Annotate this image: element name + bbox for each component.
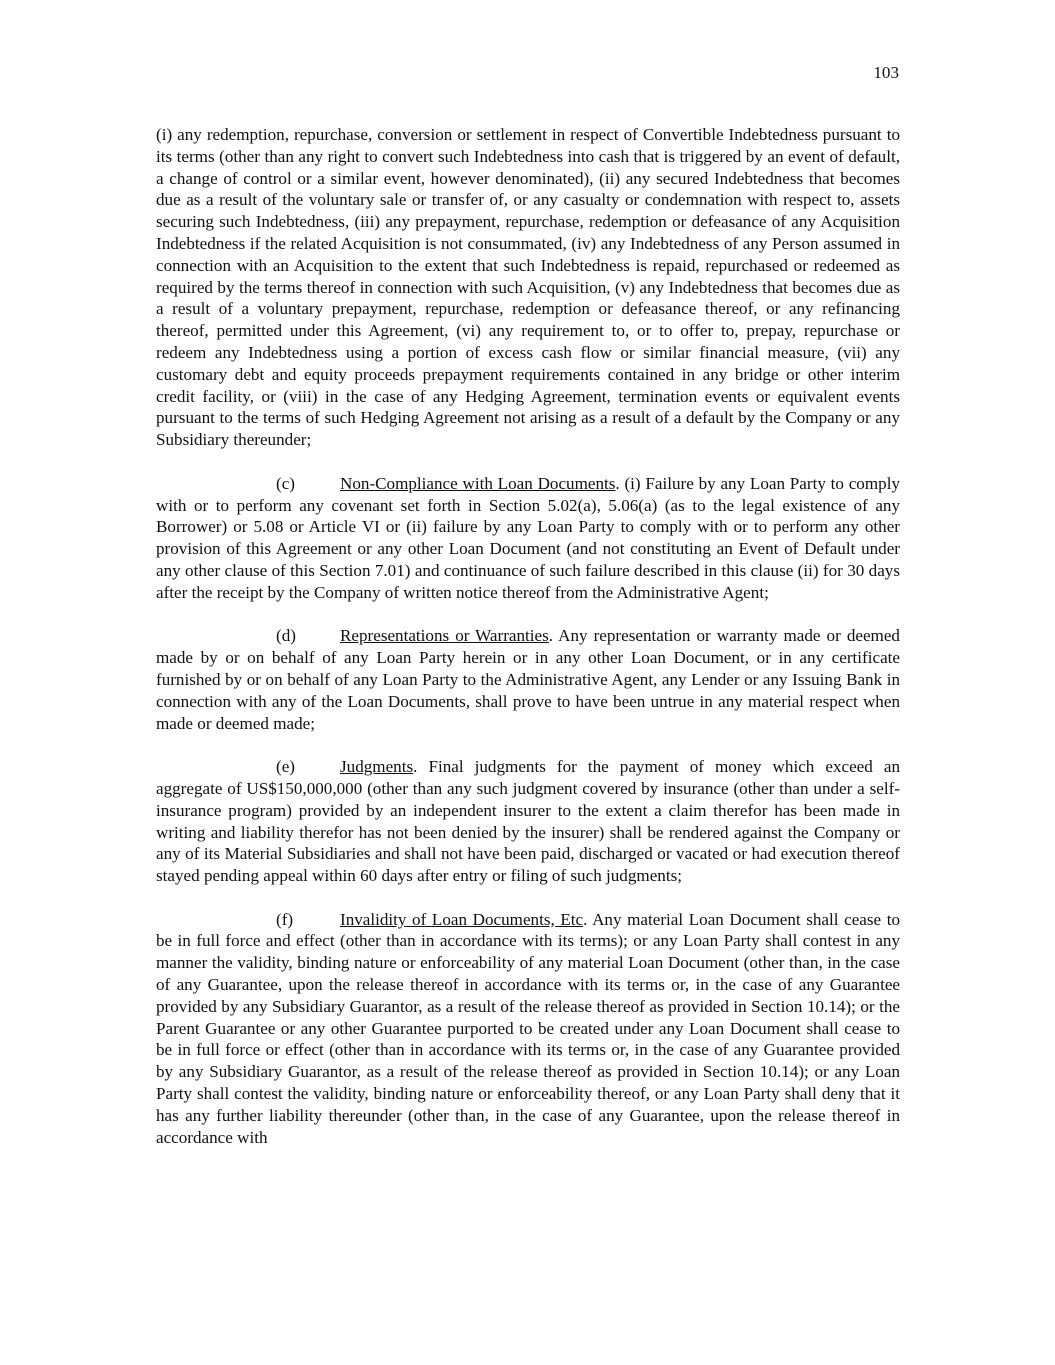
- paragraph-text: . Any representation or warranty made or deemed made by or on behalf of any Loan Party herein or in any other Loan Document, or in any certificate furnished by or on behalf of any Loan Party to the Administrative Agent, any Lender or any Issuing Bank in connection with any of the Loan Documents, shall prove to have been untrue in any material respect when made or deemed made;: [156, 626, 900, 733]
- paragraph-text: (i) any redemption, repurchase, conversion or settlement in respect of Convertible Indebtedness pursuant to its terms (other than any right to convert such Indebtedness into cash that is triggered by an event of default, a change of control or a similar event, however denominated), (ii) any secured Indebtedness that becomes due as a result of the voluntary sale or transfer of, or any casualty or condemnation with respect to, assets securing such Indebtedness, (iii) any prepayment, repurchase, redemption or defeasance of any Acquisition Indebtedness if the related Acquisition is not consummated, (iv) any Indebtedness of any Person assumed in connection with an Acquisition to the extent that such Indebtedness is repaid, repurchased or redeemed as required by the terms thereof in connection with such Acquisition, (v) any Indebtedness that becomes due as a result of a voluntary prepayment, repurchase, redemption or defeasance thereof, or any refinancing thereof, permitted under this Agreement, (vi) any requirement to, or to offer to, prepay, repurchase or redeem any Indebtedness using a portion of excess cash flow or similar financial measure, (vii) any customary debt and equity proceeds prepayment requirements contained in any bridge or other interim credit facility, or (viii) in the case of any Hedging Agreement, termination events or equivalent events pursuant to the terms of such Hedging Agreement not arising as a result of a default by the Company or any Subsidiary thereunder;: [156, 125, 900, 450]
- paragraph-e: [156, 756, 900, 887]
- clause-heading: Judgments: [340, 757, 414, 777]
- clause-marker: (e): [276, 757, 295, 777]
- clause-heading: Non-Compliance with Loan Documents: [340, 473, 616, 493]
- paragraph-f: [156, 909, 900, 1149]
- paragraph-text: . (i) Failure by any Loan Party to comply with or to perform any covenant set forth in Section 5.02(a), 5.06(a) (as to the legal existence of any Borrower) or 5.08 or Article VI or (ii) failure by any Loan Party to comply with or to perform any other provision of this Agreement or any other Loan Document (and not constituting an Event of Default under any other clause of this Section 7.01) and continuance of such failure described in this clause (ii) for 30 days after the receipt by the Company of written notice thereof from the Administrative Agent;: [156, 473, 900, 602]
- paragraph-text: . Final judgments for the payment of money which exceed an aggregate of US$150,000,000 (other than any such judgment covered by insurance (other than under a self-insurance program) provided by an independent insurer to the extent a claim therefor has been made in writing and liability therefor has not been denied by the insurer) shall be rendered against the Company or any of its Material Subsidiaries and shall not have been paid, discharged or vacated or had execution thereof stayed pending appeal within 60 days after entry or filing of such judgments;: [156, 757, 900, 886]
- clause-marker: (c): [276, 473, 295, 493]
- page-number: 103: [873, 63, 899, 82]
- clause-heading: Invalidity of Loan Documents, Etc: [340, 909, 584, 929]
- clause-marker: (f): [276, 909, 294, 929]
- clause-marker: (d): [276, 626, 296, 646]
- clause-heading: Representations or Warranties: [340, 626, 549, 646]
- paragraph-text: . Any material Loan Document shall cease to be in full force and effect (other than in accordance with its terms); or any Loan Party shall contest in any manner the validity, binding nature or enforceability of any material Loan Document (other than, in the case of any Guarantee, upon the release thereof in accordance with its terms or, in the case of any Guarantee provided by any Subsidiary Guarantor, as a result of the release thereof as provided in Section 10.14); or the Parent Guarantee or any other Guarantee purported to be created under any Loan Document shall cease to be in full force or effect (other than in accordance with its terms or, in the case of any Guarantee provided by any Subsidiary Guarantor, as a result of the release thereof as provided in Section 10.14); or any Loan Party shall contest the validity, binding nature or enforceability thereof, or any Loan Party shall deny that it has any further liability thereunder (other than, in the case of any Guarantee, upon the release thereof in accordance with: [156, 909, 901, 1147]
- paragraph-b-continued: [156, 124, 900, 451]
- paragraph-d: [156, 625, 900, 734]
- document-body: [156, 124, 900, 1170]
- paragraph-c: [156, 473, 900, 604]
